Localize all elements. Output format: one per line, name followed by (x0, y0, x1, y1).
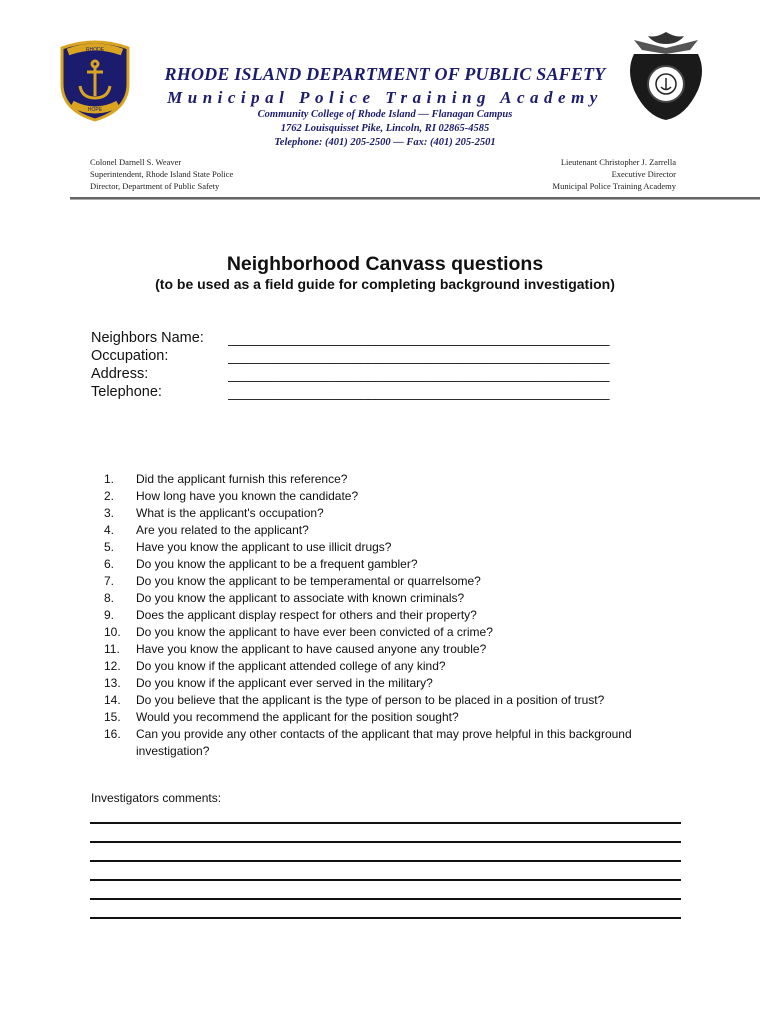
list-item (104, 488, 684, 505)
question-text: Can you provide any other contacts of the applicant that may prove helpful in this background investigation? (136, 727, 632, 758)
list-item (104, 624, 684, 641)
neighbors-name-label: Neighbors Name: (91, 330, 204, 346)
question-number: 5. (104, 540, 115, 554)
question-number: 1. (104, 472, 115, 486)
question-number: 6. (104, 557, 115, 571)
contact-name: Colonel Darnell S. Weaver (90, 157, 182, 167)
question-number: 10. (104, 625, 121, 639)
neighbors-name-field[interactable]: _________________________________________________ (228, 330, 610, 346)
list-item (104, 522, 684, 539)
question-text: Have you know the applicant to have caused anyone any trouble? (136, 642, 487, 656)
telephone-label: Telephone: (91, 384, 162, 400)
question-text: Do you know the applicant to be temperamental or quarrelsome? (136, 574, 481, 588)
question-number: 2. (104, 489, 115, 503)
question-text: Do you know if the applicant ever served in the military? (136, 676, 433, 690)
question-text: How long have you known the candidate? (136, 489, 359, 503)
question-number: 11. (104, 642, 120, 656)
occupation-field[interactable]: _________________________________________________ (228, 348, 610, 364)
question-text: Do you know the applicant to have ever been convicted of a crime? (136, 625, 493, 639)
contact-title: Director, Department of Public Safety (90, 181, 220, 191)
question-number: 4. (104, 523, 115, 537)
list-item (104, 607, 684, 624)
list-item (104, 692, 684, 709)
contact-title: Executive Director (611, 169, 676, 179)
question-number: 14. (104, 693, 121, 707)
question-text: Would you recommend the applicant for the position sought? (136, 710, 459, 724)
address-label: Address: (91, 366, 149, 382)
question-text: Does the applicant display respect for others and their property? (136, 608, 477, 622)
question-text: Do you know the applicant to be a frequent gambler? (136, 557, 418, 571)
list-item (104, 658, 684, 675)
question-text: Did the applicant furnish this reference? (136, 472, 348, 486)
question-number: 12. (104, 659, 121, 673)
seal-bottom-text: HOPE (87, 107, 103, 113)
question-number: 8. (104, 591, 115, 605)
question-number: 7. (104, 574, 115, 588)
question-text: What is the applicant's occupation? (136, 506, 324, 520)
comment-line[interactable] (90, 879, 681, 881)
department-title: RHODE ISLAND DEPARTMENT OF PUBLIC SAFETY (164, 64, 606, 84)
question-number: 9. (104, 608, 115, 622)
comment-line[interactable] (90, 841, 681, 843)
academy-title: Municipal Police Training Academy (167, 88, 603, 107)
form-subtitle: (to be used as a field guide for completing background investigation) (155, 276, 615, 292)
comment-line[interactable] (90, 822, 681, 824)
right-contact-block (553, 156, 676, 192)
question-text: Do you believe that the applicant is the type of person to be placed in a position of trust? (136, 693, 605, 707)
comments-label: Investigators comments: (91, 791, 222, 805)
comment-line[interactable] (90, 860, 681, 862)
header-divider (70, 197, 760, 200)
question-number: 16. (104, 727, 121, 741)
seal-right-text: ISLAND (104, 54, 121, 59)
list-item (104, 556, 684, 573)
address-phone-fax: Telephone: (401) 205-2500 — Fax: (401) 205-2501 (274, 137, 496, 148)
question-number: 13. (104, 676, 121, 690)
occupation-label: Occupation: (91, 348, 169, 364)
list-item (104, 573, 684, 590)
form-title: Neighborhood Canvass questions (226, 253, 544, 275)
list-item (104, 590, 684, 607)
question-text: Have you know the applicant to use illicit drugs? (136, 540, 392, 554)
contact-name: Lieutenant Christopher J. Zarrella (560, 157, 676, 167)
list-item (104, 505, 684, 522)
contact-title: Superintendent, Rhode Island State Police (90, 169, 234, 179)
contact-title: Municipal Police Training Academy (552, 181, 676, 191)
seal-left-text: STATE OF (74, 54, 96, 59)
left-contact-block (90, 156, 233, 192)
telephone-field[interactable]: _________________________________________________ (228, 384, 610, 400)
question-text: Do you know if the applicant attended college of any kind? (136, 659, 446, 673)
question-list (104, 471, 684, 760)
question-number: 3. (104, 506, 115, 520)
list-item (104, 726, 684, 760)
question-text: Are you related to the applicant? (136, 523, 309, 537)
list-item (104, 471, 684, 488)
list-item (104, 675, 684, 692)
address-campus: Community College of Rhode Island — Flanagan Campus (257, 109, 513, 120)
comment-line[interactable] (90, 898, 681, 900)
list-item (104, 641, 684, 658)
address-street: 1762 Louisquisset Pike, Lincoln, RI 02865-4585 (280, 123, 490, 134)
address-field[interactable]: _________________________________________________ (228, 366, 610, 382)
comment-line[interactable] (90, 917, 681, 919)
question-number: 15. (104, 710, 121, 724)
question-text: Do you know the applicant to associate with known criminals? (136, 591, 465, 605)
list-item (104, 539, 684, 556)
list-item (104, 709, 684, 726)
seal-top-text: RHODE (85, 47, 105, 53)
